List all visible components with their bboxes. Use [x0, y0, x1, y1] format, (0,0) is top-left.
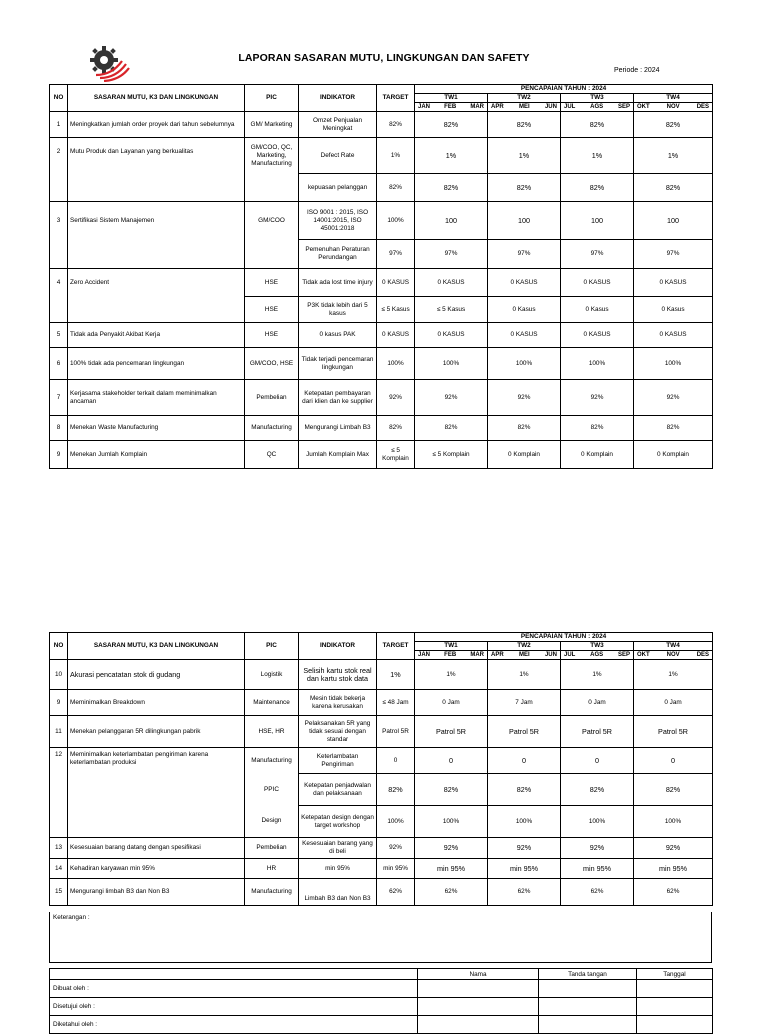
signature-cell[interactable]	[539, 1016, 637, 1034]
header-tw1: TW1	[415, 642, 488, 651]
table-row	[50, 748, 713, 774]
row-tw1: 1%	[415, 138, 488, 174]
row-tw4: 0 Komplain	[634, 441, 713, 469]
row-pic: Pembelian	[245, 380, 299, 416]
row-indikator: Mesin tidak bekerja karena kerusakan	[299, 690, 377, 716]
table-row	[50, 348, 713, 380]
row-target: 0	[377, 748, 415, 774]
month-sep: SEP	[617, 104, 630, 110]
row-target: 62%	[377, 879, 415, 906]
row-tw3: 92%	[561, 380, 634, 416]
table-row	[50, 416, 713, 441]
row-pic: Manufacturing	[245, 416, 299, 441]
row-tw2: 82%	[488, 416, 561, 441]
row-target: ≤ 48 Jam	[377, 690, 415, 716]
row-tw2: 1%	[488, 660, 561, 690]
row-tw2: Patrol 5R	[488, 716, 561, 748]
header-tw1: TW1	[415, 94, 488, 103]
row-target: ≤ 5 Komplain	[377, 441, 415, 469]
row-target: 82%	[377, 774, 415, 806]
month-ags: AGS	[590, 652, 604, 658]
month-ags: AGS	[590, 104, 604, 110]
month-apr: APR	[491, 652, 504, 658]
row-tw4: 82%	[634, 112, 713, 138]
row-target: min 95%	[377, 859, 415, 879]
row-indikator: Mengurangi Limbah B3	[299, 416, 377, 441]
row-pic: GM/COO, QC, Marketing, Manufacturing	[245, 138, 299, 174]
row-no: 5	[50, 323, 68, 348]
month-mar: MAR	[470, 104, 484, 110]
row-target: 100%	[377, 348, 415, 380]
row-indikator: Limbah B3 dan Non B3	[299, 879, 377, 906]
document-title: LAPORAN SASARAN MUTU, LINGKUNGAN DAN SAFETY	[238, 52, 530, 64]
signature-cell[interactable]	[418, 1016, 539, 1034]
row-target: 92%	[377, 838, 415, 859]
table-row	[50, 323, 713, 348]
row-tw1: 100%	[415, 348, 488, 380]
row-no: 10	[50, 660, 68, 690]
table-row	[50, 269, 713, 297]
row-tw4: 82%	[634, 416, 713, 441]
row-sasaran: Kehadiran karyawan min 95%	[68, 859, 245, 879]
row-tw3: 1%	[561, 660, 634, 690]
row-tw1: 1%	[415, 660, 488, 690]
row-tw3: 100%	[561, 806, 634, 838]
row-tw2: 92%	[488, 380, 561, 416]
row-tw1: 100	[415, 202, 488, 240]
row-tw2: 82%	[488, 112, 561, 138]
row-indikator: kepuasan pelanggan	[299, 174, 377, 202]
row-target: 92%	[377, 380, 415, 416]
header-tw4: TW4	[634, 642, 713, 651]
header-target: TARGET	[377, 633, 415, 660]
signature-cell[interactable]	[637, 980, 713, 998]
month-des: DES	[696, 652, 710, 658]
row-tw3: 82%	[561, 174, 634, 202]
month-okt: OKT	[637, 104, 650, 110]
row-tw2: 97%	[488, 240, 561, 269]
row-no: 3	[50, 202, 68, 269]
row-target: 100%	[377, 202, 415, 240]
row-pic: QC	[245, 441, 299, 469]
row-pic: Manufacturing	[245, 879, 299, 906]
row-no: 7	[50, 380, 68, 416]
row-tw2: 7 Jam	[488, 690, 561, 716]
row-tw4: 0 Jam	[634, 690, 713, 716]
row-sasaran: Meningkatkan jumlah order proyek dari tahun sebelumnya	[68, 112, 245, 138]
row-indikator: Keterlambatan Pengiriman	[299, 748, 377, 774]
month-jan: JAN	[418, 104, 431, 110]
month-feb: FEB	[444, 652, 457, 658]
row-tw2: 0	[488, 748, 561, 774]
row-sasaran: Mutu Produk dan Layanan yang berkualitas	[68, 138, 245, 202]
row-tw4: 0	[634, 748, 713, 774]
header-no: NO	[50, 85, 68, 112]
row-no: 9	[50, 441, 68, 469]
table-row	[50, 859, 713, 879]
signature-row-dibuat: Dibuat oleh :	[50, 980, 418, 998]
row-tw4: 100%	[634, 348, 713, 380]
row-indikator: Ketepatan design dengan target workshop	[299, 806, 377, 838]
row-tw3: 0 KASUS	[561, 269, 634, 297]
row-indikator: min 95%	[299, 859, 377, 879]
row-pic: HR	[245, 859, 299, 879]
row-pic: HSE, HR	[245, 716, 299, 748]
month-mei: MEI	[518, 104, 530, 110]
row-tw1: 97%	[415, 240, 488, 269]
row-no: 8	[50, 416, 68, 441]
signature-cell[interactable]	[418, 980, 539, 998]
row-tw4: 82%	[634, 174, 713, 202]
row-pic: PPIC	[245, 774, 299, 806]
row-tw4: Patrol 5R	[634, 716, 713, 748]
header-indikator: INDIKATOR	[299, 633, 377, 660]
row-sasaran: Menekan Waste Manufacturing	[68, 416, 245, 441]
row-tw3: 82%	[561, 112, 634, 138]
header-tw2: TW2	[488, 94, 561, 103]
row-tw4: 0 Kasus	[634, 297, 713, 323]
row-tw2: 100%	[488, 806, 561, 838]
row-tw3: Patrol 5R	[561, 716, 634, 748]
signature-cell[interactable]	[637, 998, 713, 1016]
row-no: 12	[50, 748, 68, 838]
row-tw2: 0 Komplain	[488, 441, 561, 469]
row-no: 15	[50, 879, 68, 906]
row-tw3: 62%	[561, 879, 634, 906]
table-row	[50, 690, 713, 716]
table-row	[50, 441, 713, 469]
table-row	[50, 380, 713, 416]
table-row	[50, 716, 713, 748]
keterangan-box	[49, 912, 712, 963]
month-apr: APR	[491, 104, 504, 110]
month-des: DES	[696, 104, 710, 110]
row-indikator: P3K tidak lebih dari 5 kasus	[299, 297, 377, 323]
header-pencapaian: PENCAPAIAN TAHUN : 2024	[415, 85, 713, 94]
row-no: 13	[50, 838, 68, 859]
row-no: 6	[50, 348, 68, 380]
row-tw4: 100%	[634, 806, 713, 838]
row-tw4: 100	[634, 202, 713, 240]
row-tw4: 62%	[634, 879, 713, 906]
table-row	[50, 138, 713, 174]
row-target: 0 KASUS	[377, 323, 415, 348]
signature-cell[interactable]	[637, 1016, 713, 1034]
row-sasaran: Akurasi pencatatan stok di gudang	[68, 660, 245, 690]
row-indikator: Defect Rate	[299, 138, 377, 174]
row-tw3: 0 Kasus	[561, 297, 634, 323]
row-tw2: 0 Kasus	[488, 297, 561, 323]
row-tw4: 0 KASUS	[634, 323, 713, 348]
target-table-1	[49, 84, 713, 469]
header-pic: PIC	[245, 633, 299, 660]
row-indikator: Tidak ada lost time injury	[299, 269, 377, 297]
row-indikator: Pelaksanakan 5R yang tidak sesuai dengan standar	[299, 716, 377, 748]
row-tw4: 97%	[634, 240, 713, 269]
signature-cell[interactable]	[418, 998, 539, 1016]
row-tw3: 100	[561, 202, 634, 240]
row-tw3: 82%	[561, 774, 634, 806]
row-tw4: 92%	[634, 380, 713, 416]
row-tw2: 92%	[488, 838, 561, 859]
signature-table	[49, 968, 713, 1034]
row-tw1: 100%	[415, 806, 488, 838]
row-tw1: 82%	[415, 774, 488, 806]
row-tw1: 0	[415, 748, 488, 774]
row-sasaran: Menekan Jumlah Komplain	[68, 441, 245, 469]
row-target: 0 KASUS	[377, 269, 415, 297]
row-tw2: min 95%	[488, 859, 561, 879]
table-row	[50, 112, 713, 138]
row-tw4: 0 KASUS	[634, 269, 713, 297]
row-target: 82%	[377, 416, 415, 441]
row-indikator: Pemenuhan Peraturan Perundangan	[299, 240, 377, 269]
row-pic: Pembelian	[245, 838, 299, 859]
row-tw2: 0 KASUS	[488, 269, 561, 297]
header-target: TARGET	[377, 85, 415, 112]
header-tw4: TW4	[634, 94, 713, 103]
row-tw4: 1%	[634, 138, 713, 174]
signature-row-disetujui: Disetujui oleh :	[50, 998, 418, 1016]
month-feb: FEB	[444, 104, 457, 110]
row-tw1: 62%	[415, 879, 488, 906]
row-indikator: Jumlah Komplain Max	[299, 441, 377, 469]
row-sasaran: Tidak ada Penyakit Akibat Kerja	[68, 323, 245, 348]
month-sep: SEP	[617, 652, 630, 658]
header-sasaran: SASARAN MUTU, K3 DAN LINGKUNGAN	[68, 633, 245, 660]
row-pic: HSE	[245, 297, 299, 323]
table-row	[50, 879, 713, 906]
header-tw2: TW2	[488, 642, 561, 651]
row-pic: GM/COO, HSE	[245, 348, 299, 380]
periode-label: Periode : 2024	[614, 67, 660, 74]
row-tw4: 82%	[634, 774, 713, 806]
row-tw3: 82%	[561, 416, 634, 441]
table-row	[50, 838, 713, 859]
row-tw3: 100%	[561, 348, 634, 380]
row-tw2: 100	[488, 202, 561, 240]
row-tw1: 92%	[415, 838, 488, 859]
month-jun: JUN	[544, 652, 557, 658]
row-sasaran: Sertifikasi Sistem Manajemen	[68, 202, 245, 269]
row-pic	[245, 174, 299, 202]
row-sasaran: 100% tidak ada pencemaran lingkungan	[68, 348, 245, 380]
row-tw1: min 95%	[415, 859, 488, 879]
month-mei: MEI	[518, 652, 530, 658]
row-target: 82%	[377, 174, 415, 202]
row-no: 14	[50, 859, 68, 879]
row-tw4: 92%	[634, 838, 713, 859]
row-pic: Design	[245, 806, 299, 838]
row-tw1: 0 KASUS	[415, 323, 488, 348]
row-indikator: Ketepatan penjadwalan dan pelaksanaan	[299, 774, 377, 806]
row-tw1: ≤ 5 Komplain	[415, 441, 488, 469]
header-no: NO	[50, 633, 68, 660]
header-sasaran: SASARAN MUTU, K3 DAN LINGKUNGAN	[68, 85, 245, 112]
row-tw3: 0	[561, 748, 634, 774]
signature-header-nama: Nama	[418, 969, 539, 980]
row-target: 100%	[377, 806, 415, 838]
row-indikator: Omzet Penjualan Meningkat	[299, 112, 377, 138]
row-no: 2	[50, 138, 68, 202]
row-pic	[245, 240, 299, 269]
row-sasaran: Kesesuaian barang datang dengan spesifikasi	[68, 838, 245, 859]
row-tw2: 82%	[488, 174, 561, 202]
row-tw2: 100%	[488, 348, 561, 380]
month-jul: JUL	[564, 104, 576, 110]
row-no: 11	[50, 716, 68, 748]
row-tw3: 0 KASUS	[561, 323, 634, 348]
signature-header-blank	[50, 969, 418, 980]
row-tw3: min 95%	[561, 859, 634, 879]
header-tw3: TW3	[561, 642, 634, 651]
row-no: 9	[50, 690, 68, 716]
row-tw2: 0 KASUS	[488, 323, 561, 348]
header-tw3: TW3	[561, 94, 634, 103]
row-pic: Maintenance	[245, 690, 299, 716]
row-sasaran: Mengurangi limbah B3 dan Non B3	[68, 879, 245, 906]
row-sasaran: Meminimalkan keterlambatan pengiriman karena keterlambatan produksi	[68, 748, 245, 838]
row-tw1: 82%	[415, 416, 488, 441]
row-tw1: Patrol 5R	[415, 716, 488, 748]
table-row	[50, 660, 713, 690]
row-tw3: 97%	[561, 240, 634, 269]
row-no: 4	[50, 269, 68, 323]
header-pencapaian: PENCAPAIAN TAHUN : 2024	[415, 633, 713, 642]
signature-header-tanggal: Tanggal	[637, 969, 713, 980]
row-tw2: 62%	[488, 879, 561, 906]
month-jul: JUL	[564, 652, 576, 658]
row-target: ≤ 5 Kasus	[377, 297, 415, 323]
row-tw4: 1%	[634, 660, 713, 690]
keterangan-label: Keterangan :	[53, 914, 90, 921]
row-tw1: 0 Jam	[415, 690, 488, 716]
row-pic: HSE	[245, 269, 299, 297]
row-sasaran: Meminimalkan Breakdown	[68, 690, 245, 716]
row-tw1: 82%	[415, 174, 488, 202]
row-indikator: Tidak terjadi pencemaran lingkungan	[299, 348, 377, 380]
row-tw2: 1%	[488, 138, 561, 174]
signature-row-diketahui: Diketahui oleh :	[50, 1016, 418, 1034]
month-nov: NOV	[666, 652, 680, 658]
row-indikator: ISO 9001 : 2015, ISO 14001:2015, ISO 45001:2018	[299, 202, 377, 240]
row-tw2: 82%	[488, 774, 561, 806]
month-okt: OKT	[637, 652, 650, 658]
row-indikator: Selisih kartu stok real dan kartu stok data	[299, 660, 377, 690]
signature-cell[interactable]	[539, 980, 637, 998]
header-pic: PIC	[245, 85, 299, 112]
row-tw1: 92%	[415, 380, 488, 416]
row-pic: Manufacturing	[245, 748, 299, 774]
row-no: 1	[50, 112, 68, 138]
row-tw1: ≤ 5 Kasus	[415, 297, 488, 323]
row-tw3: 0 Komplain	[561, 441, 634, 469]
row-pic: GM/COO	[245, 202, 299, 240]
row-tw1: 82%	[415, 112, 488, 138]
row-target: 1%	[377, 660, 415, 690]
row-indikator: Ketepatan pembayaran dari klien dan ke supplier	[299, 380, 377, 416]
row-pic: Logistik	[245, 660, 299, 690]
month-mar: MAR	[470, 652, 484, 658]
row-indikator: 0 kasus PAK	[299, 323, 377, 348]
row-target: 97%	[377, 240, 415, 269]
signature-cell[interactable]	[539, 998, 637, 1016]
row-target: 82%	[377, 112, 415, 138]
row-sasaran: Kerjasama stakeholder terkait dalam meminimalkan ancaman	[68, 380, 245, 416]
header-indikator: INDIKATOR	[299, 85, 377, 112]
row-pic: GM/ Marketing	[245, 112, 299, 138]
row-sasaran: Menekan pelanggaran 5R dilingkungan pabrik	[68, 716, 245, 748]
row-pic: HSE	[245, 323, 299, 348]
table-row	[50, 202, 713, 240]
month-jan: JAN	[418, 652, 431, 658]
signature-header-tanda-tangan: Tanda tangan	[539, 969, 637, 980]
row-tw4: min 95%	[634, 859, 713, 879]
month-jun: JUN	[544, 104, 557, 110]
row-target: Patrol 5R	[377, 716, 415, 748]
row-tw1: 0 KASUS	[415, 269, 488, 297]
row-tw3: 1%	[561, 138, 634, 174]
row-target: 1%	[377, 138, 415, 174]
target-table-2	[49, 632, 713, 906]
row-tw3: 92%	[561, 838, 634, 859]
row-sasaran: Zero Accident	[68, 269, 245, 323]
row-tw3: 0 Jam	[561, 690, 634, 716]
month-nov: NOV	[666, 104, 680, 110]
row-indikator: Kesesuaian barang yang di beli	[299, 838, 377, 859]
